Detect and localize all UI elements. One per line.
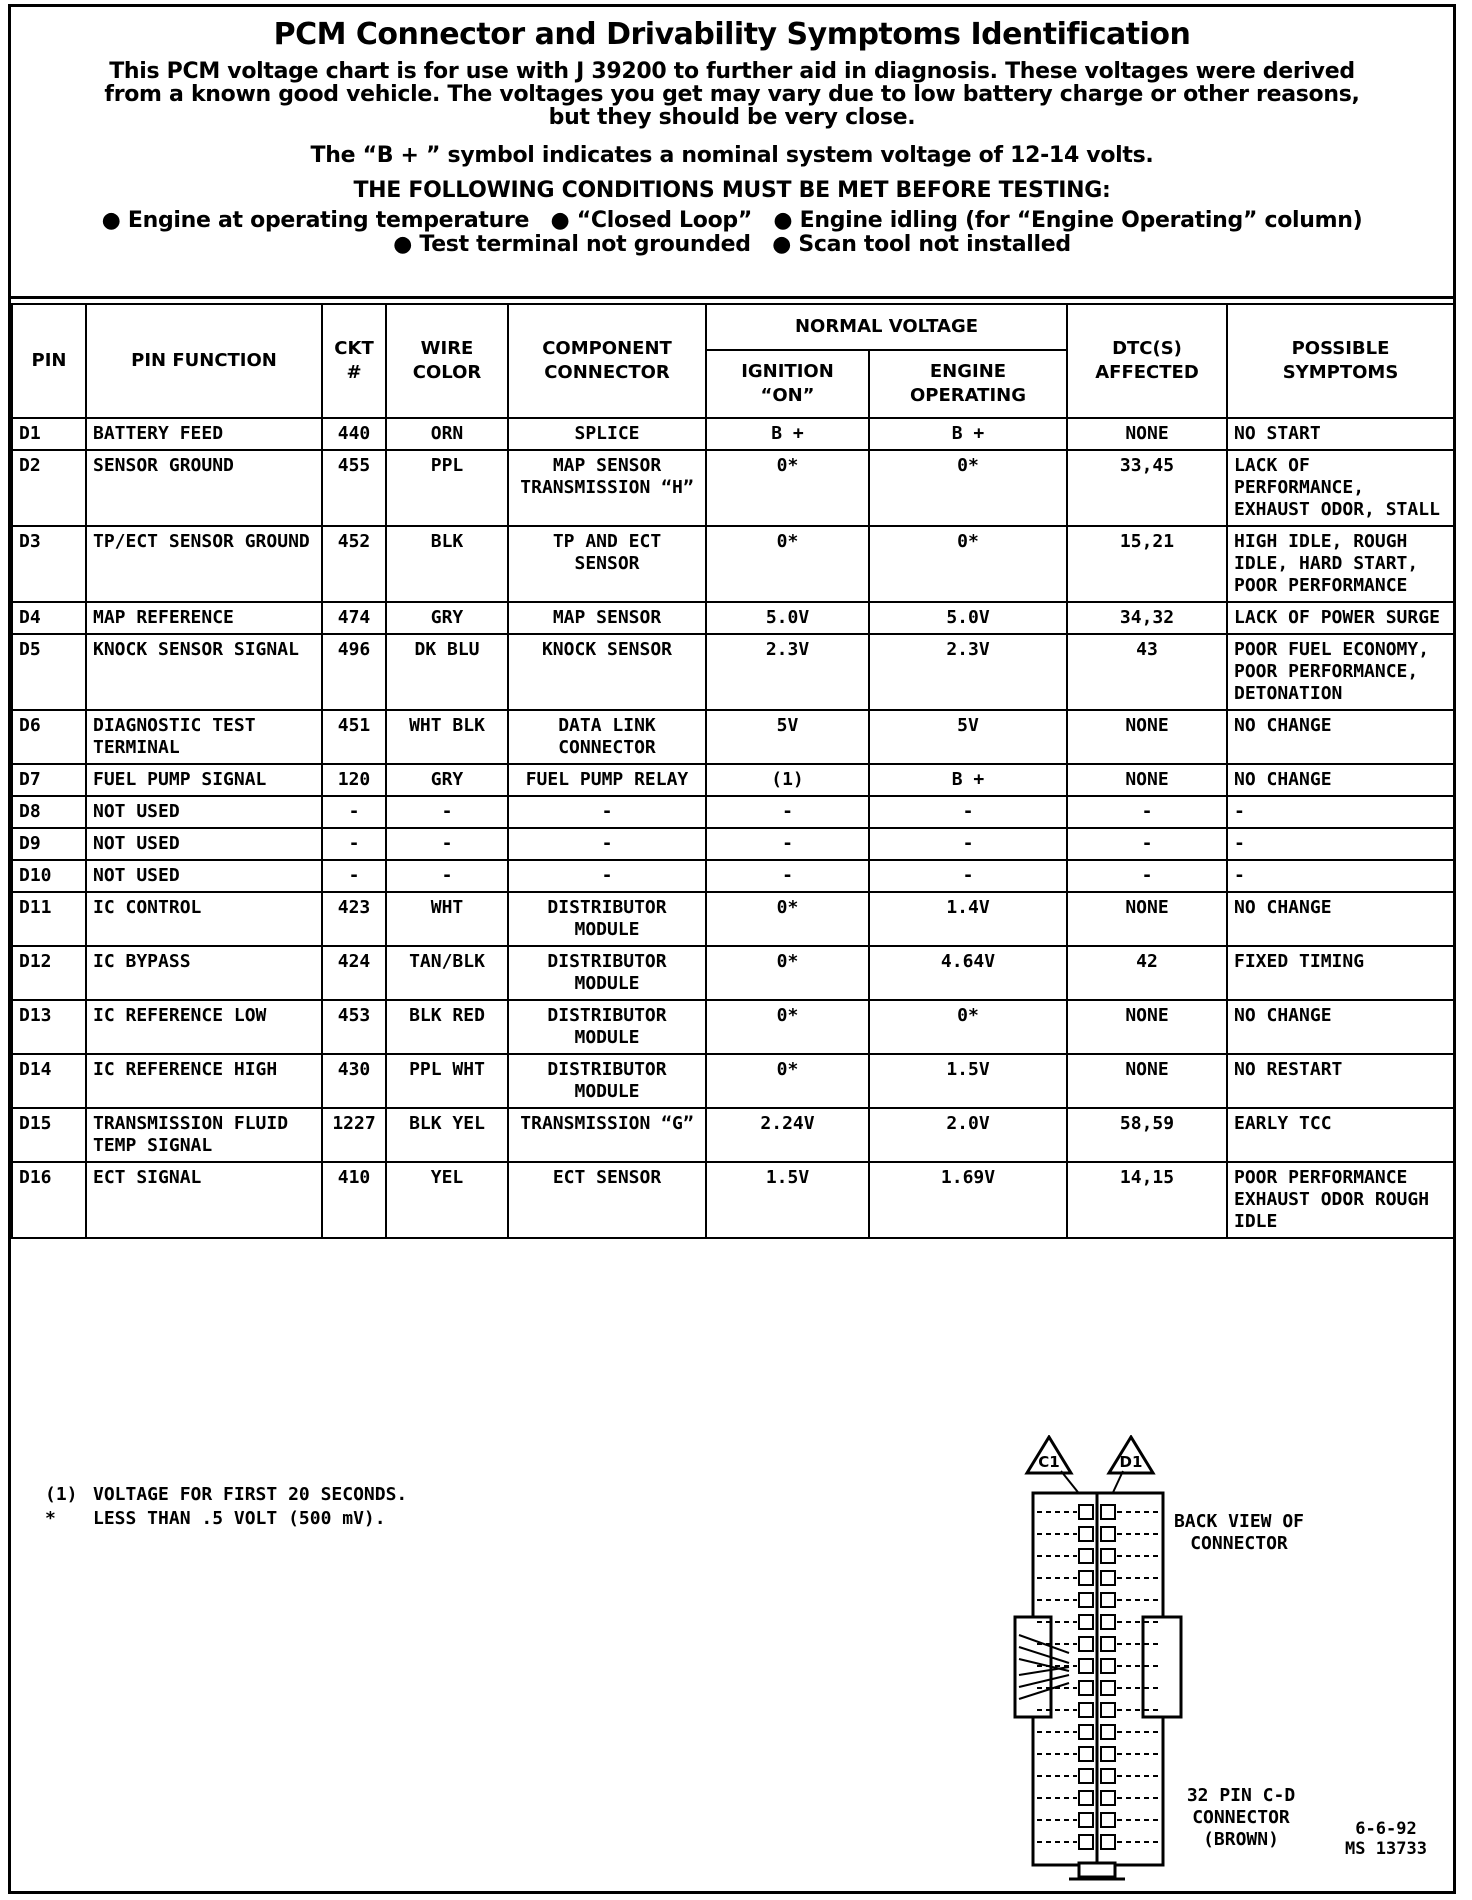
cell-pin: D13 — [12, 1000, 86, 1054]
cell-wire: BLK — [386, 526, 508, 602]
cell-pin: D11 — [12, 892, 86, 946]
cell-pin: D12 — [12, 946, 86, 1000]
pin-cavity-d — [1101, 1549, 1115, 1563]
header — [11, 7, 1453, 299]
col-header-component: COMPONENT CONNECTOR — [508, 304, 706, 418]
intro-text — [61, 60, 1403, 129]
cell-symptoms: NO CHANGE — [1227, 892, 1454, 946]
cell-dtc: 42 — [1067, 946, 1227, 1000]
cell-symptoms: NO RESTART — [1227, 1054, 1454, 1108]
col-header-normal-voltage: NORMAL VOLTAGE — [706, 304, 1067, 350]
cell-ign: - — [706, 828, 869, 860]
col-header-ckt: CKT # — [322, 304, 386, 418]
cell-ckt: 455 — [322, 450, 386, 526]
cell-dtc: 58,59 — [1067, 1108, 1227, 1162]
pin-cavity-d — [1101, 1813, 1115, 1827]
cell-ckt: 424 — [322, 946, 386, 1000]
cell-wire: BLK RED — [386, 1000, 508, 1054]
footnote-2: * LESS THAN .5 VOLT (500 mV). — [45, 1508, 386, 1529]
table-row — [12, 1162, 1454, 1238]
conditions-heading: THE FOLLOWING CONDITIONS MUST BE MET BEFORE TESTING: — [353, 178, 1111, 203]
table-row — [12, 1108, 1454, 1162]
page-title: PCM Connector and Drivability Symptoms Identification — [273, 17, 1191, 52]
table-row — [12, 450, 1454, 526]
cell-wire: PPL WHT — [386, 1054, 508, 1108]
condition-item: Engine idling (for “Engine Operating” column) — [799, 208, 1363, 233]
cell-ign: 1.5V — [706, 1162, 869, 1238]
col-header-dtc: DTC(S) AFFECTED — [1067, 304, 1227, 418]
table-row — [12, 796, 1454, 828]
pin-cavity-d — [1101, 1681, 1115, 1695]
cell-eng: 1.4V — [869, 892, 1067, 946]
pcm-voltage-table — [11, 303, 1455, 1239]
cell-wire: ORN — [386, 418, 508, 450]
pin-cavity-c — [1079, 1813, 1093, 1827]
cell-ign: - — [706, 796, 869, 828]
cell-dtc: 15,21 — [1067, 526, 1227, 602]
cell-dtc: NONE — [1067, 710, 1227, 764]
table-body — [12, 418, 1454, 1238]
pin-cavity-c — [1079, 1681, 1093, 1695]
intro-line-2: from a known good vehicle. The voltages you get may vary due to low battery charge or other reasons, — [104, 82, 1360, 107]
cell-pin: D5 — [12, 634, 86, 710]
cell-ign: 0* — [706, 526, 869, 602]
cell-function: KNOCK SENSOR SIGNAL — [86, 634, 322, 710]
pin-cavity-d — [1101, 1769, 1115, 1783]
cell-function: BATTERY FEED — [86, 418, 322, 450]
cell-ign: (1) — [706, 764, 869, 796]
cell-dtc: 43 — [1067, 634, 1227, 710]
cell-ign: 0* — [706, 1000, 869, 1054]
table-row — [12, 418, 1454, 450]
col-header-wire: WIRE COLOR — [386, 304, 508, 418]
pin-cavity-c — [1079, 1505, 1093, 1519]
d1-marker — [1109, 1437, 1153, 1501]
cell-symptoms: LACK OF PERFORMANCE, EXHAUST ODOR, STALL — [1227, 450, 1454, 526]
cell-dtc: 33,45 — [1067, 450, 1227, 526]
footnote-1: (1) VOLTAGE FOR FIRST 20 SECONDS. — [45, 1484, 408, 1505]
pin-cavity-c — [1079, 1835, 1093, 1849]
footer-area — [11, 1419, 1453, 1891]
cell-ign: 5V — [706, 710, 869, 764]
cell-ckt: 440 — [322, 418, 386, 450]
cell-function: TRANSMISSION FLUID TEMP SIGNAL — [86, 1108, 322, 1162]
pin-cavity-d — [1101, 1571, 1115, 1585]
table-row — [12, 892, 1454, 946]
cell-ckt: 496 — [322, 634, 386, 710]
cell-dtc: 14,15 — [1067, 1162, 1227, 1238]
cell-component: - — [508, 796, 706, 828]
cell-dtc: 34,32 — [1067, 602, 1227, 634]
pin-cavity-d — [1101, 1615, 1115, 1629]
cell-ckt: 120 — [322, 764, 386, 796]
cell-function: NOT USED — [86, 860, 322, 892]
cell-eng: 5.0V — [869, 602, 1067, 634]
pin-cavity-d — [1101, 1593, 1115, 1607]
cell-eng: 1.69V — [869, 1162, 1067, 1238]
d1-label: D1 — [1119, 1453, 1143, 1471]
cell-eng: 4.64V — [869, 946, 1067, 1000]
pin-cavity-c — [1079, 1571, 1093, 1585]
cell-eng: B + — [869, 418, 1067, 450]
c1-label: C1 — [1038, 1453, 1060, 1471]
pin-cavity-c — [1079, 1725, 1093, 1739]
pin-cavity-c — [1079, 1659, 1093, 1673]
cell-component: DATA LINK CONNECTOR — [508, 710, 706, 764]
cell-symptoms: LACK OF POWER SURGE — [1227, 602, 1454, 634]
cell-pin: D2 — [12, 450, 86, 526]
cell-component: SPLICE — [508, 418, 706, 450]
table-row — [12, 860, 1454, 892]
cell-ckt: 453 — [322, 1000, 386, 1054]
pin-cavity-d — [1101, 1527, 1115, 1541]
cell-pin: D6 — [12, 710, 86, 764]
cell-wire: DK BLU — [386, 634, 508, 710]
cell-pin: D14 — [12, 1054, 86, 1108]
pin-cavity-d — [1101, 1835, 1115, 1849]
cell-pin: D4 — [12, 602, 86, 634]
cell-function: NOT USED — [86, 828, 322, 860]
table-row — [12, 1054, 1454, 1108]
table-row — [12, 946, 1454, 1000]
ms-number: MS 13733 — [1345, 1839, 1427, 1859]
table-row — [12, 710, 1454, 764]
cell-symptoms: NO CHANGE — [1227, 764, 1454, 796]
cell-wire: - — [386, 828, 508, 860]
condition-item: “Closed Loop” — [576, 208, 752, 233]
cell-symptoms: FIXED TIMING — [1227, 946, 1454, 1000]
pin-cavity-d — [1101, 1703, 1115, 1717]
cell-wire: WHT BLK — [386, 710, 508, 764]
pin-cavity-c — [1079, 1791, 1093, 1805]
cell-eng: B + — [869, 764, 1067, 796]
cell-eng: - — [869, 796, 1067, 828]
cell-eng: 2.0V — [869, 1108, 1067, 1162]
cell-eng: 0* — [869, 1000, 1067, 1054]
cell-function: ECT SIGNAL — [86, 1162, 322, 1238]
intro-line-1: This PCM voltage chart is for use with J 39200 to further aid in diagnosis. These voltages were derived — [109, 59, 1355, 84]
col-header-symptoms: POSSIBLE SYMPTOMS — [1227, 304, 1454, 418]
cell-component: DISTRIBUTOR MODULE — [508, 946, 706, 1000]
cell-dtc: NONE — [1067, 1000, 1227, 1054]
table-row — [12, 764, 1454, 796]
cell-eng: 0* — [869, 450, 1067, 526]
cell-function: FUEL PUMP SIGNAL — [86, 764, 322, 796]
table-row — [12, 602, 1454, 634]
cell-pin: D7 — [12, 764, 86, 796]
cell-ign: 0* — [706, 892, 869, 946]
cell-pin: D16 — [12, 1162, 86, 1238]
connector-label: 32 PIN C-D CONNECTOR (BROWN) — [1186, 1785, 1296, 1850]
cell-symptoms: NO CHANGE — [1227, 1000, 1454, 1054]
cell-wire: WHT — [386, 892, 508, 946]
cell-component: FUEL PUMP RELAY — [508, 764, 706, 796]
cell-pin: D8 — [12, 796, 86, 828]
cell-ckt: 474 — [322, 602, 386, 634]
pin-cavity-d — [1101, 1725, 1115, 1739]
bullet-icon: ● — [393, 232, 413, 257]
cell-dtc: - — [1067, 828, 1227, 860]
cell-function: NOT USED — [86, 796, 322, 828]
cell-component: DISTRIBUTOR MODULE — [508, 1000, 706, 1054]
cell-symptoms: EARLY TCC — [1227, 1108, 1454, 1162]
condition-item: Test terminal not grounded — [419, 232, 751, 257]
document-sheet — [8, 4, 1456, 1894]
col-header-pin: PIN — [12, 304, 86, 418]
cell-ckt: 410 — [322, 1162, 386, 1238]
cell-ign: 0* — [706, 1054, 869, 1108]
cell-symptoms: NO START — [1227, 418, 1454, 450]
cell-wire: PPL — [386, 450, 508, 526]
cell-dtc: NONE — [1067, 418, 1227, 450]
cell-component: ECT SENSOR — [508, 1162, 706, 1238]
cell-ckt: 430 — [322, 1054, 386, 1108]
cell-component: DISTRIBUTOR MODULE — [508, 892, 706, 946]
bullet-icon: ● — [101, 208, 121, 233]
table-row — [12, 526, 1454, 602]
col-header-function: PIN FUNCTION — [86, 304, 322, 418]
cell-symptoms: NO CHANGE — [1227, 710, 1454, 764]
cell-ckt: 451 — [322, 710, 386, 764]
cell-symptoms: HIGH IDLE, ROUGH IDLE, HARD START, POOR PERFORMANCE — [1227, 526, 1454, 602]
cell-eng: 5V — [869, 710, 1067, 764]
cell-wire: - — [386, 860, 508, 892]
pin-cavity-d — [1101, 1505, 1115, 1519]
pin-cavity-c — [1079, 1747, 1093, 1761]
bullet-icon: ● — [550, 208, 570, 233]
cell-eng: 2.3V — [869, 634, 1067, 710]
condition-item: Engine at operating temperature — [127, 208, 530, 233]
pin-cavity-c — [1079, 1703, 1093, 1717]
cell-pin: D3 — [12, 526, 86, 602]
cell-ckt: - — [322, 860, 386, 892]
cell-ign: 5.0V — [706, 602, 869, 634]
pin-cavity-c — [1079, 1769, 1093, 1783]
cell-component: TRANSMISSION “G” — [508, 1108, 706, 1162]
footnotes — [45, 1483, 407, 1531]
conditions-list — [31, 209, 1433, 257]
table-row — [12, 1000, 1454, 1054]
cell-function: MAP REFERENCE — [86, 602, 322, 634]
pin-cavity-c — [1079, 1593, 1093, 1607]
cell-ign: 2.3V — [706, 634, 869, 710]
cell-symptoms: - — [1227, 828, 1454, 860]
bullet-icon: ● — [772, 232, 792, 257]
cell-ign: 2.24V — [706, 1108, 869, 1162]
cell-component: MAP SENSOR TRANSMISSION “H” — [508, 450, 706, 526]
pin-cavity-c — [1079, 1615, 1093, 1629]
cell-wire: - — [386, 796, 508, 828]
pin-cavity-d — [1101, 1747, 1115, 1761]
cell-function: DIAGNOSTIC TEST TERMINAL — [86, 710, 322, 764]
cell-wire: GRY — [386, 602, 508, 634]
cell-ckt: 1227 — [322, 1108, 386, 1162]
cell-component: KNOCK SENSOR — [508, 634, 706, 710]
cell-symptoms: - — [1227, 860, 1454, 892]
cell-symptoms: - — [1227, 796, 1454, 828]
table-row — [12, 634, 1454, 710]
cell-ign: 0* — [706, 450, 869, 526]
pin-cavity-d — [1101, 1791, 1115, 1805]
cell-pin: D15 — [12, 1108, 86, 1162]
col-header-engine: ENGINE OPERATING — [869, 350, 1067, 418]
cell-function: IC BYPASS — [86, 946, 322, 1000]
cell-eng: 0* — [869, 526, 1067, 602]
pin-cavity-c — [1079, 1527, 1093, 1541]
cell-wire: YEL — [386, 1162, 508, 1238]
document-id — [1331, 1819, 1441, 1859]
cell-ckt: - — [322, 828, 386, 860]
back-view-label: BACK VIEW OF CONNECTOR — [1173, 1511, 1305, 1554]
cell-pin: D10 — [12, 860, 86, 892]
bplus-note: The “B + ” symbol indicates a nominal system voltage of 12-14 volts. — [310, 143, 1154, 168]
cell-eng: 1.5V — [869, 1054, 1067, 1108]
pin-cavity-d — [1101, 1659, 1115, 1673]
cell-dtc: - — [1067, 796, 1227, 828]
cell-function: IC REFERENCE LOW — [86, 1000, 322, 1054]
c1-marker — [1027, 1437, 1085, 1501]
cell-ign: - — [706, 860, 869, 892]
pin-cavity-c — [1079, 1549, 1093, 1563]
cell-eng: - — [869, 860, 1067, 892]
cell-wire: TAN/BLK — [386, 946, 508, 1000]
cell-component: MAP SENSOR — [508, 602, 706, 634]
cell-pin: D1 — [12, 418, 86, 450]
cell-dtc: NONE — [1067, 764, 1227, 796]
bullet-icon: ● — [773, 208, 793, 233]
condition-item: Scan tool not installed — [798, 232, 1071, 257]
cell-component: DISTRIBUTOR MODULE — [508, 1054, 706, 1108]
cell-dtc: NONE — [1067, 1054, 1227, 1108]
cell-ckt: - — [322, 796, 386, 828]
cell-wire: GRY — [386, 764, 508, 796]
left-latch — [1015, 1617, 1051, 1717]
pin-cavity-c — [1079, 1637, 1093, 1651]
cell-dtc: NONE — [1067, 892, 1227, 946]
cell-function: IC REFERENCE HIGH — [86, 1054, 322, 1108]
cell-eng: - — [869, 828, 1067, 860]
date-code: 6-6-92 — [1355, 1819, 1417, 1839]
cell-component: TP AND ECT SENSOR — [508, 526, 706, 602]
cell-ign: B + — [706, 418, 869, 450]
cell-pin: D9 — [12, 828, 86, 860]
cell-symptoms: POOR FUEL ECONOMY, POOR PERFORMANCE, DETONATION — [1227, 634, 1454, 710]
cell-ckt: 452 — [322, 526, 386, 602]
cell-function: TP/ECT SENSOR GROUND — [86, 526, 322, 602]
cell-dtc: - — [1067, 860, 1227, 892]
table-row — [12, 828, 1454, 860]
cell-ckt: 423 — [322, 892, 386, 946]
cell-component: - — [508, 860, 706, 892]
cell-function: SENSOR GROUND — [86, 450, 322, 526]
cell-symptoms: POOR PERFORMANCE EXHAUST ODOR ROUGH IDLE — [1227, 1162, 1454, 1238]
cell-function: IC CONTROL — [86, 892, 322, 946]
col-header-ignition: IGNITION “ON” — [706, 350, 869, 418]
cell-component: - — [508, 828, 706, 860]
cell-ign: 0* — [706, 946, 869, 1000]
cell-wire: BLK YEL — [386, 1108, 508, 1162]
pin-cavity-d — [1101, 1637, 1115, 1651]
intro-line-3: but they should be very close. — [548, 105, 916, 130]
